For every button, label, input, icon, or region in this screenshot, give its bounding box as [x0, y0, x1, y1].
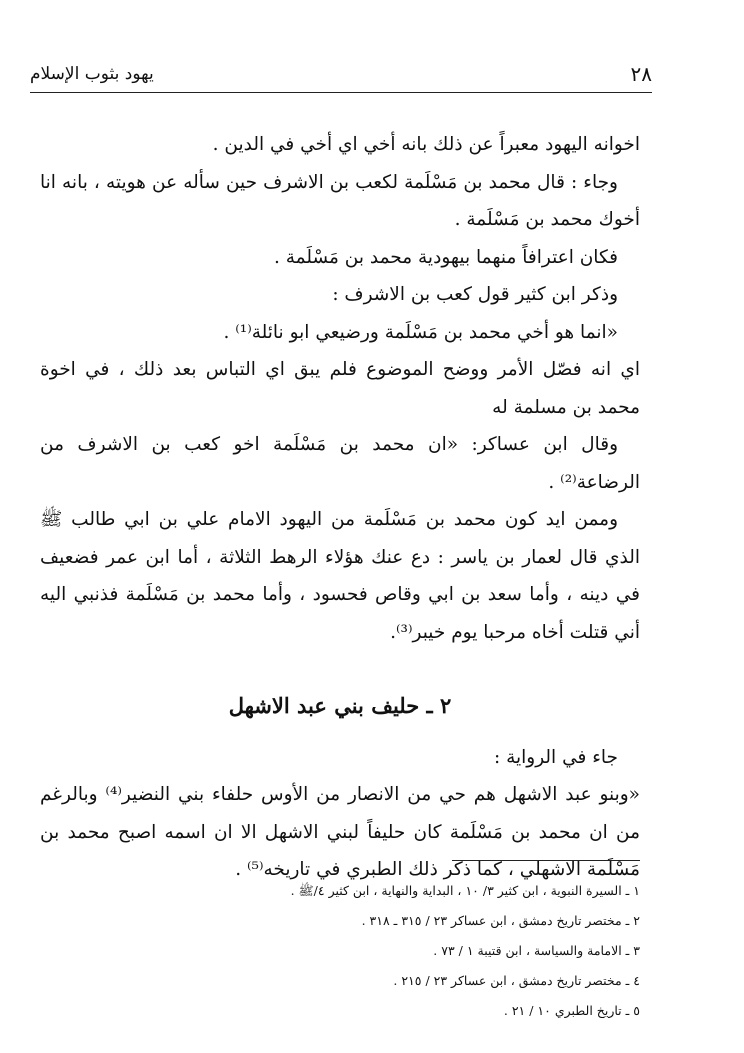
section-heading: ٢ ـ حليف بني عبد الاشهل	[228, 693, 452, 718]
paragraph: وقال ابن عساكر: «ان محمد بن مَسْلَمة اخو كعب بن الاشرف من الرضاعة⁽²⁾ .	[40, 434, 640, 493]
running-header	[30, 62, 652, 90]
paragraph: وذكر ابن كثير قول كعب بن الاشرف :	[332, 284, 618, 305]
footnote: ٤ ـ مختصر تاريخ دمشق ، ابن عساكر ٢٣ / ٢١٥ .	[393, 973, 640, 988]
quote-paragraph: «وبنو عبد الاشهل هم حي من الانصار من الأوس حلفاء بني النضير⁽⁴⁾ وبالرغم من ان محمد بن مَسْلَمة كان حليفاً لبني الاشهل الا ان اسمه اصبح محمد بن مَسْلَمة الاشهلي ، كما ذكر ذلك الطبري في تاريخه⁽⁵⁾ .	[40, 784, 641, 880]
main-text	[40, 126, 640, 889]
footnote-rule	[452, 860, 640, 861]
footnote: ١ ـ السيرة النبوية ، ابن كثير ٣/ ١٠ ، البداية والنهاية ، ابن كثير ٤/ﷺ .	[290, 883, 640, 898]
paragraph: فكان اعترافاً منهما بيهودية محمد بن مَسْلَمة .	[273, 246, 618, 268]
running-title: يهود بثوب الإسلام	[30, 64, 154, 84]
footnote: ٢ ـ مختصر تاريخ دمشق ، ابن عساكر ٢٣ / ٣١٥ ـ ٣١٨ .	[361, 913, 640, 928]
paragraph: اخوانه اليهود معبراً عن ذلك بانه أخي اي أخي في الدين .	[212, 134, 640, 155]
footnotes	[60, 876, 640, 1026]
footnote: ٥ ـ تاريخ الطبري ١٠ / ٢١ .	[503, 1003, 640, 1018]
paragraph: جاء في الرواية :	[493, 746, 618, 768]
paragraph: وجاء : قال محمد بن مَسْلَمة لكعب بن الاشرف حين سأله عن هويته ، بانه انا أخوك محمد بن مَسْلَمة .	[40, 171, 640, 230]
page-number: ٢٨	[630, 62, 652, 86]
paragraph: اي انه فصّل الأمر ووضح الموضوع فلم يبق اي التباس بعد ذلك ، في اخوة محمد بن مسلمة له	[40, 359, 640, 418]
footnote: ٣ ـ الامامة والسياسة ، ابن قتيبة ١ / ٧٣ .	[433, 943, 640, 958]
paragraph: وممن ايد كون محمد بن مَسْلَمة من اليهود الامام علي بن ابي طالب ﷺ الذي قال لعمار بن ياسر : دع عنك هؤلاء الرهط الثلاثة ، أما ابن عمر فضعيف في دينه ، وأما سعد بن ابي وقاص فحسود ، وأما محمد بن مَسْلَمة فذنبي اليه أني قتلت أخاه مرحبا يوم خيبر⁽³⁾.	[40, 509, 640, 643]
quote-paragraph: «انما هو أخي محمد بن مَسْلَمة ورضيعي ابو نائلة⁽¹⁾ .	[223, 321, 618, 343]
header-rule	[30, 92, 652, 93]
